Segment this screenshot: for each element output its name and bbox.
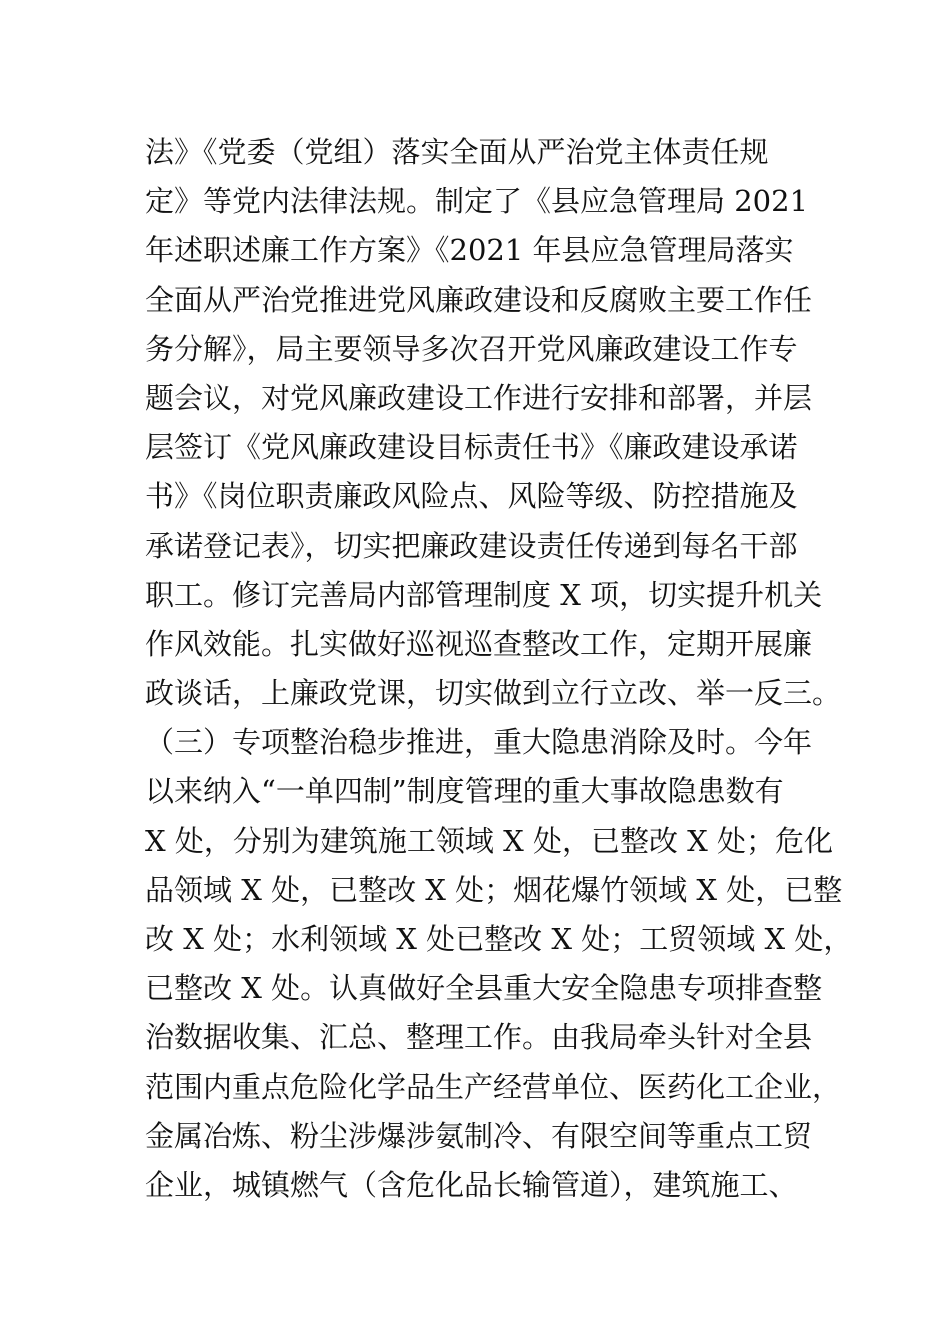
text-line: 作风效能。扎实做好巡视巡查整改工作，定期开展廉 xyxy=(145,626,813,661)
text-line: 范围内重点危险化学品生产经营单位、医药化工企业， xyxy=(145,1069,842,1104)
text-line: 金属冶炼、粉尘涉爆涉氨制冷、有限空间等重点工贸 xyxy=(145,1118,813,1153)
text-line: 书》《岗位职责廉政风险点、风险等级、防控措施及 xyxy=(145,479,798,514)
text-line: 题会议，对党风廉政建设工作进行安排和部署，并层 xyxy=(145,380,813,415)
text-line: 年述职述廉工作方案》《2021 年县应急管理局落实 xyxy=(145,233,794,268)
text-line: 治数据收集、汇总、整理工作。由我局牵头针对全县 xyxy=(145,1020,813,1055)
text-line: 务分解》，局主要领导多次召开党风廉政建设工作专 xyxy=(145,331,798,366)
text-line: 法》《党委（党组）落实全面从严治党主体责任规 xyxy=(145,135,769,169)
text-line: 全面从严治党推进党风廉政建设和反腐败主要工作任 xyxy=(145,282,813,317)
text-line: 改 X 处；水利领域 X 处已整改 X 处；工贸领域 X 处， xyxy=(145,922,853,956)
text-line: 品领域 X 处，已整改 X 处；烟花爆竹领域 X 处，已整 xyxy=(145,872,843,907)
text-line: 承诺登记表》，切实把廉政建设责任传递到每名干部 xyxy=(145,528,798,563)
text-line: 定》等党内法律法规。制定了《县应急管理局 2021 xyxy=(145,184,809,219)
body-text xyxy=(145,128,853,1210)
text-line: 层签订《党风廉政建设目标责任书》《廉政建设承诺 xyxy=(145,430,798,465)
text-line: 职工。修订完善局内部管理制度 X 项，切实提升机关 xyxy=(145,577,823,612)
text-line: 以来纳入“一单四制”制度管理的重大事故隐患数有 xyxy=(145,774,784,809)
text-line: 已整改 X 处。认真做好全县重大安全隐患专项排查整 xyxy=(145,971,823,1006)
text-line: 企业，城镇燃气（含危化品长输管道），建筑施工、 xyxy=(145,1167,798,1202)
text-line: X 处，分别为建筑施工领域 X 处，已整改 X 处；危化 xyxy=(145,823,834,858)
section-heading-line: （三）专项整治稳步推进，重大隐患消除及时。今年 xyxy=(145,725,813,760)
text-line: 政谈话，上廉政党课，切实做到立行立改、举一反三。 xyxy=(145,676,842,711)
